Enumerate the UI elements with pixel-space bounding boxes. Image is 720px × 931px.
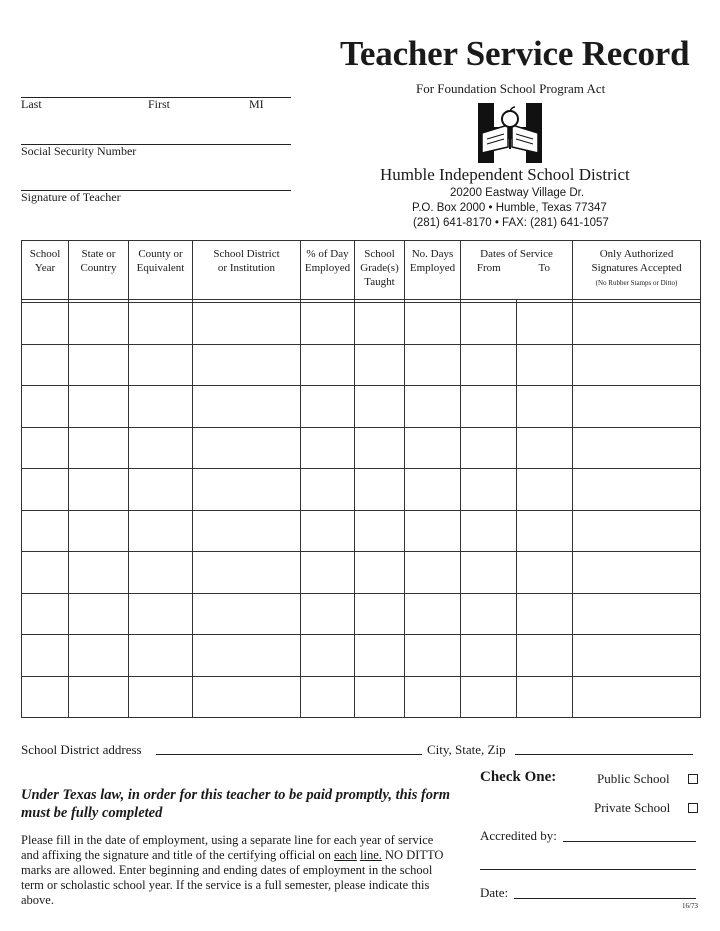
district-address-label: School District address [21, 742, 142, 757]
table-cell[interactable] [129, 510, 193, 552]
city-state-zip-field[interactable] [515, 754, 693, 755]
table-row [22, 510, 701, 552]
table-cell[interactable] [355, 676, 405, 718]
table-row [22, 469, 701, 511]
table-cell[interactable] [129, 386, 193, 428]
accredited-by-label: Accredited by: [480, 828, 557, 843]
table-cell[interactable] [405, 635, 461, 677]
check-one-label: Check One: [480, 769, 557, 785]
table-cell[interactable] [405, 303, 461, 345]
table-cell[interactable] [193, 510, 301, 552]
table-row [22, 676, 701, 718]
table-cell[interactable] [517, 676, 573, 718]
table-cell[interactable] [193, 344, 301, 386]
table-cell[interactable] [129, 303, 193, 345]
table-cell[interactable] [573, 510, 701, 552]
table-cell[interactable] [301, 552, 355, 594]
col-county: County or Equivalent [129, 241, 193, 300]
table-cell[interactable] [22, 552, 69, 594]
table-cell[interactable] [405, 344, 461, 386]
table-cell[interactable] [301, 676, 355, 718]
table-header-row [22, 241, 701, 300]
table-cell[interactable] [129, 635, 193, 677]
table-cell[interactable] [22, 386, 69, 428]
district-address-field[interactable] [156, 754, 422, 755]
table-cell[interactable] [193, 469, 301, 511]
public-school-label: Public School [597, 771, 670, 786]
district-name: Humble Independent School District [380, 165, 630, 184]
col-days-employed: No. Days Employed [405, 241, 461, 300]
col-dates-of-service: Dates of Service From To [461, 241, 573, 300]
col-state-country: State or Country [69, 241, 129, 300]
table-cell[interactable] [69, 344, 129, 386]
table-cell[interactable] [355, 344, 405, 386]
col-from: From [476, 262, 501, 274]
table-row [22, 386, 701, 428]
table-cell[interactable] [301, 469, 355, 511]
table-cell[interactable] [129, 593, 193, 635]
col-percent-day: % of Day Employed [301, 241, 355, 300]
table-cell[interactable] [573, 469, 701, 511]
table-cell[interactable] [461, 386, 517, 428]
private-school-checkbox[interactable] [688, 803, 698, 813]
table-cell[interactable] [301, 303, 355, 345]
table-cell[interactable] [405, 593, 461, 635]
table-cell[interactable] [405, 510, 461, 552]
table-cell[interactable] [355, 552, 405, 594]
table-row [22, 552, 701, 594]
table-cell[interactable] [301, 635, 355, 677]
table-cell[interactable] [301, 510, 355, 552]
table-cell[interactable] [517, 469, 573, 511]
table-cell[interactable] [461, 344, 517, 386]
table-cell[interactable] [461, 427, 517, 469]
address-line-3: (281) 641-8170 • FAX: (281) 641-1057 [413, 217, 609, 229]
accredited-by-field-2[interactable] [480, 869, 696, 870]
table-cell[interactable] [22, 427, 69, 469]
table-cell[interactable] [301, 427, 355, 469]
form-title: Teacher Service Record [340, 34, 690, 73]
table-cell[interactable] [193, 386, 301, 428]
table-cell[interactable] [355, 635, 405, 677]
table-cell[interactable] [193, 303, 301, 345]
table-cell[interactable] [22, 469, 69, 511]
table-cell[interactable] [573, 552, 701, 594]
table-cell[interactable] [69, 593, 129, 635]
table-cell[interactable] [129, 469, 193, 511]
instructions: Please fill in the date of employment, using a separate line for each year of service and affixing the signature and title of the certifying official on each line. NO DITTO marks are allowed. Enter beginning and ending dates of employment in the school term or scholastic school year. If the service is a full semester, please indicate this above. [21, 833, 444, 907]
table-cell[interactable] [573, 593, 701, 635]
table-cell[interactable] [355, 386, 405, 428]
table-cell[interactable] [573, 303, 701, 345]
signature-note: (No Rubber Stamps or Ditto) [595, 279, 678, 287]
table-cell[interactable] [301, 344, 355, 386]
payment-warning: Under Texas law, in order for this teacher to be paid promptly, this form must be fully completed [21, 787, 450, 821]
table-cell[interactable] [129, 427, 193, 469]
col-signatures: Only Authorized Signatures Accepted (No Rubber Stamps or Ditto) [573, 241, 701, 300]
table-cell[interactable] [69, 386, 129, 428]
table-cell[interactable] [22, 593, 69, 635]
table-row [22, 427, 701, 469]
table-cell[interactable] [129, 344, 193, 386]
table-cell[interactable] [517, 303, 573, 345]
ssn-label: Social Security Number [21, 144, 137, 158]
table-cell[interactable] [22, 676, 69, 718]
service-record-table [21, 240, 701, 718]
mi-label: MI [249, 97, 264, 111]
table-cell[interactable] [69, 676, 129, 718]
table-cell[interactable] [129, 676, 193, 718]
table-row [22, 344, 701, 386]
table-cell[interactable] [405, 427, 461, 469]
table-cell[interactable] [517, 635, 573, 677]
table-cell[interactable] [405, 469, 461, 511]
table-cell[interactable] [22, 344, 69, 386]
last-label: Last [21, 97, 42, 111]
table-cell[interactable] [517, 386, 573, 428]
table-row [22, 635, 701, 677]
table-cell[interactable] [355, 427, 405, 469]
table-cell[interactable] [355, 303, 405, 345]
city-state-zip-label: City, State, Zip [427, 742, 506, 757]
date-label: Date: [480, 885, 509, 900]
public-school-checkbox[interactable] [688, 774, 698, 784]
table-cell[interactable] [193, 427, 301, 469]
accredited-by-field[interactable] [563, 841, 696, 842]
col-grades-taught: School Grade(s) Taught [355, 241, 405, 300]
table-cell[interactable] [573, 427, 701, 469]
table-cell[interactable] [461, 303, 517, 345]
form-code: 16/73 [682, 902, 698, 910]
table-cell[interactable] [461, 676, 517, 718]
table-cell[interactable] [517, 427, 573, 469]
table-cell[interactable] [461, 469, 517, 511]
date-field[interactable] [514, 898, 696, 899]
first-label: First [148, 97, 171, 111]
table-cell[interactable] [405, 552, 461, 594]
table-cell[interactable] [193, 593, 301, 635]
table-cell[interactable] [193, 635, 301, 677]
table-cell[interactable] [355, 510, 405, 552]
table-cell[interactable] [69, 552, 129, 594]
table-cell[interactable] [193, 552, 301, 594]
table-cell[interactable] [69, 635, 129, 677]
table-cell[interactable] [193, 676, 301, 718]
col-to: To [538, 262, 550, 274]
table-cell[interactable] [69, 469, 129, 511]
table-cell[interactable] [69, 427, 129, 469]
signature-label: Signature of Teacher [21, 190, 121, 204]
table-cell[interactable] [461, 593, 517, 635]
table-cell[interactable] [301, 593, 355, 635]
table-cell[interactable] [461, 552, 517, 594]
table-cell[interactable] [573, 344, 701, 386]
table-cell[interactable] [405, 386, 461, 428]
table-cell[interactable] [517, 344, 573, 386]
table-cell[interactable] [405, 676, 461, 718]
table-cell[interactable] [129, 552, 193, 594]
table-cell[interactable] [517, 510, 573, 552]
table-cell[interactable] [573, 386, 701, 428]
table-cell[interactable] [573, 676, 701, 718]
table-cell[interactable] [517, 593, 573, 635]
table-cell[interactable] [22, 510, 69, 552]
col-school-district: School District or Institution [193, 241, 301, 300]
table-cell[interactable] [573, 635, 701, 677]
private-school-label: Private School [594, 800, 671, 815]
table-row [22, 303, 701, 345]
col-school-year: School Year [22, 241, 69, 300]
table-cell[interactable] [22, 303, 69, 345]
table-cell[interactable] [69, 510, 129, 552]
table-cell[interactable] [517, 552, 573, 594]
table-cell[interactable] [22, 635, 69, 677]
table-cell[interactable] [301, 386, 355, 428]
table-row [22, 593, 701, 635]
table-cell[interactable] [355, 469, 405, 511]
address-line-2: P.O. Box 2000 • Humble, Texas 77347 [412, 202, 607, 214]
table-cell[interactable] [69, 303, 129, 345]
district-logo-icon [478, 103, 542, 163]
table-cell[interactable] [461, 510, 517, 552]
table-cell[interactable] [461, 635, 517, 677]
table-cell[interactable] [355, 593, 405, 635]
address-line-1: 20200 Eastway Village Dr. [450, 187, 585, 199]
form-subtitle: For Foundation School Program Act [416, 81, 606, 96]
